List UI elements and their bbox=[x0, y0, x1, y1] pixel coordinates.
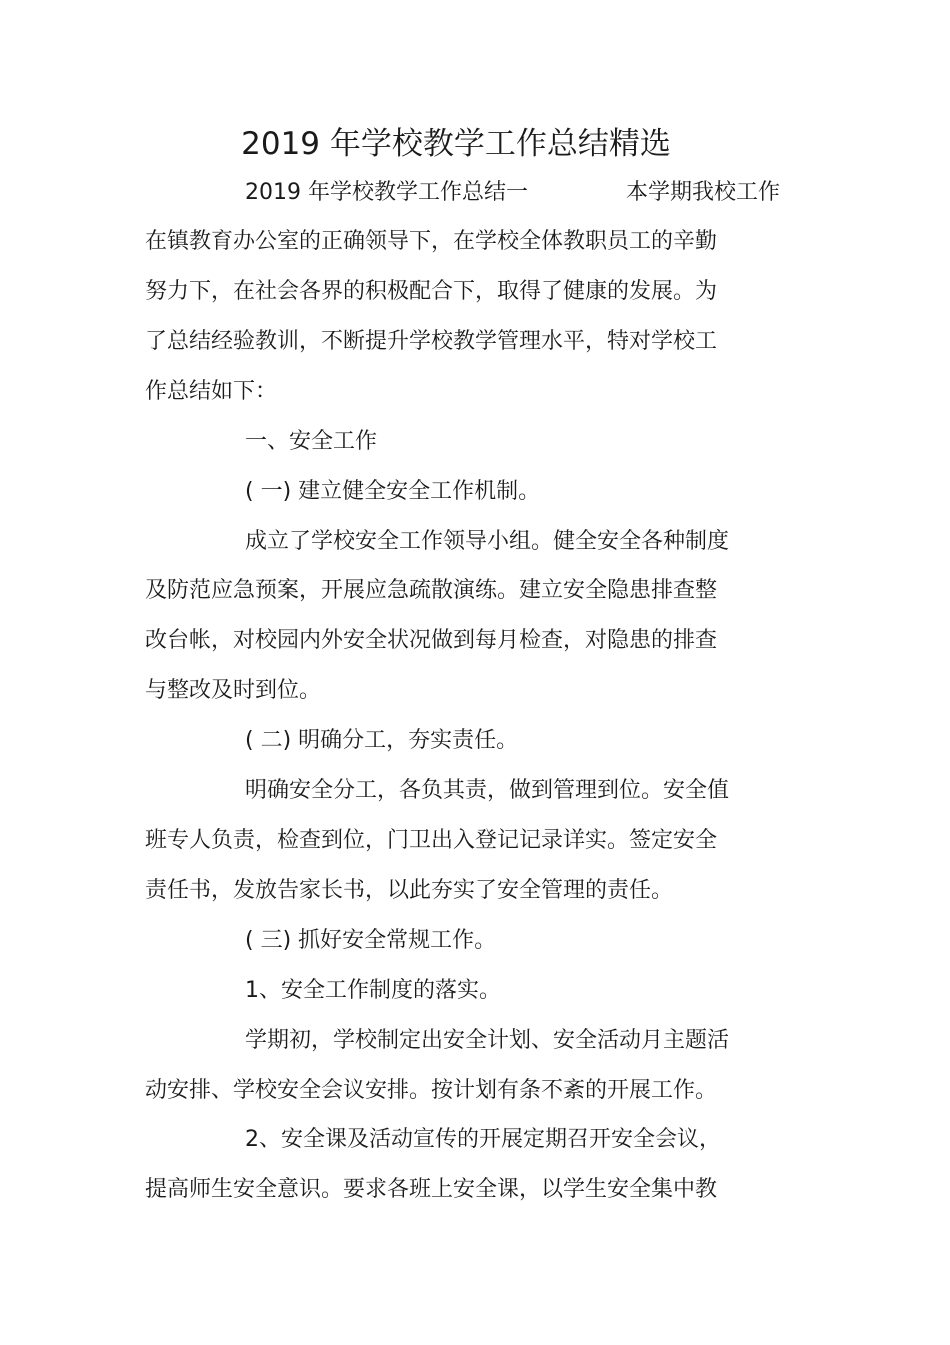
body-line: 成立了学校安全工作领导小组。健全安全各种制度 bbox=[245, 529, 730, 554]
body-line: 改台帐，对校园内外安全状况做到每月检查，对隐患的排查 bbox=[145, 628, 718, 653]
item-heading: 1、安全工作制度的落实。 bbox=[245, 978, 501, 1003]
body-line: 努力下，在社会各界的积极配合下，取得了健康的发展。为 bbox=[145, 279, 718, 304]
subsection-heading: ( 一) 建立健全安全工作机制。 bbox=[245, 479, 541, 504]
item-heading: 2、安全课及活动宣传的开展定期召开安全会议， bbox=[245, 1127, 721, 1152]
body-line: 了总结经验教训，不断提升学校教学管理水平，特对学校工 bbox=[145, 329, 718, 354]
body-line: 学期初，学校制定出安全计划、安全活动月主题活 bbox=[245, 1028, 730, 1053]
section-heading: 一、安全工作 bbox=[245, 429, 378, 454]
subsection-heading: ( 三) 抓好安全常规工作。 bbox=[245, 928, 497, 953]
body-line: 动安排、学校安全会议安排。按计划有条不紊的开展工作。 bbox=[145, 1078, 718, 1103]
body-line: 在镇教育办公室的正确领导下，在学校全体教职员工的辛勤 bbox=[145, 229, 718, 254]
body-line: 作总结如下： bbox=[145, 379, 278, 404]
document-title: 2019 年学校教学工作总结精选 bbox=[241, 126, 671, 162]
body-line: 班专人负责，检查到位，门卫出入登记记录详实。签定安全 bbox=[145, 828, 718, 853]
body-line: 责任书，发放告家长书，以此夯实了安全管理的责任。 bbox=[145, 878, 674, 903]
body-line: 提高师生安全意识。要求各班上安全课，以学生安全集中教 bbox=[145, 1177, 718, 1202]
intro-heading: 2019 年学校教学工作总结一 bbox=[245, 180, 528, 205]
subsection-heading: ( 二) 明确分工，夯实责任。 bbox=[245, 728, 519, 753]
body-line: 及防范应急预案，开展应急疏散演练。建立安全隐患排查整 bbox=[145, 578, 718, 603]
body-line: 明确安全分工，各负其责，做到管理到位。安全值 bbox=[245, 778, 730, 803]
intro-tail: 本学期我校工作 bbox=[626, 180, 781, 205]
body-line: 与整改及时到位。 bbox=[145, 678, 322, 703]
